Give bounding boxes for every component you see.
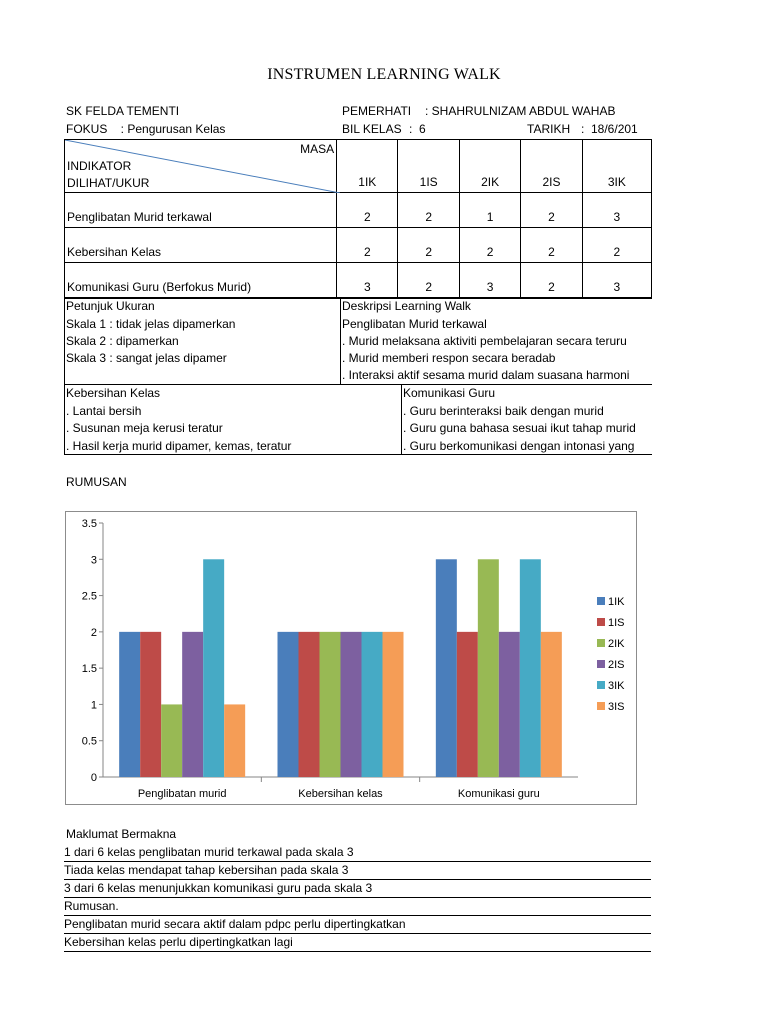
class-header: 1IS (398, 140, 459, 193)
legend-label: 3IS (608, 701, 625, 713)
y-tick-label: 0.5 (81, 735, 97, 748)
bar (299, 632, 320, 777)
score-cell: 2 (521, 228, 582, 263)
petunjuk-heading: Petunjuk Ukuran (66, 299, 155, 313)
score-cell: 3 (337, 263, 398, 298)
bar-chart (66, 512, 636, 804)
maklumat-line: Kebersihan kelas perlu dipertingkatkan lagi (64, 934, 651, 952)
bar (541, 632, 562, 777)
kebersihan-line: . Hasil kerja murid dipamer, kemas, teratur (66, 439, 292, 453)
pemerhati-value: : SHAHRULNIZAM ABDUL WAHAB (425, 104, 616, 118)
masa-label: MASA (300, 142, 335, 156)
bar (140, 632, 161, 777)
bar (341, 632, 362, 777)
y-tick-label: 2 (90, 626, 97, 639)
score-cell: 2 (398, 263, 459, 298)
bar (520, 559, 541, 777)
header-diagonal-cell (65, 140, 337, 193)
table-row (65, 228, 652, 263)
y-tick-label: 0 (90, 772, 97, 784)
bar (436, 559, 457, 777)
legend-swatch (597, 660, 605, 668)
deskripsi-heading: Deskripsi Learning Walk (342, 299, 471, 313)
petunjuk-line: Skala 3 : sangat jelas dipamer (66, 351, 227, 365)
bar (320, 632, 341, 777)
main-table-clip (64, 96, 652, 464)
kebersihan-heading: Kebersihan Kelas (66, 386, 161, 400)
x-tick-label: Kebersihan kelas (298, 788, 383, 800)
tarikh-value: : 18/6/201 (581, 122, 638, 136)
y-tick-label: 1.5 (81, 663, 97, 676)
bar (161, 704, 182, 777)
deskripsi-line: . Interaksi aktif sesama murid dalam suasana harmoni (342, 368, 630, 382)
kebersihan-line: . Susunan meja kerusi teratur (66, 421, 223, 435)
bar (182, 632, 203, 777)
y-tick-label: 2.5 (81, 590, 97, 603)
class-header: 3IK (582, 140, 651, 193)
petunjuk-line: Skala 1 : tidak jelas dipamerkan (66, 317, 236, 331)
maklumat-line: Rumusan. (64, 898, 651, 916)
legend-swatch (597, 639, 605, 647)
school-name: SK FELDA TEMENTI (66, 104, 180, 118)
deskripsi-line: . Murid melaksana aktiviti pembelajaran secara teruru (342, 334, 627, 348)
chart-frame (65, 511, 637, 805)
score-cell: 3 (459, 263, 520, 298)
indicator-table (64, 139, 652, 298)
bar (203, 559, 224, 777)
legend-label: 1IS (608, 617, 625, 629)
score-cell: 2 (582, 228, 651, 263)
y-tick-label: 1 (90, 699, 97, 712)
komunikasi-line: . Guru berinteraksi baik dengan murid (403, 404, 604, 418)
legend-label: 2IS (608, 659, 625, 671)
deskripsi-line: . Murid memberi respon secara beradab (342, 351, 556, 365)
score-cell: 2 (337, 228, 398, 263)
score-cell: 3 (582, 263, 651, 298)
y-tick-label: 3.5 (81, 518, 97, 530)
legend-swatch (597, 702, 605, 710)
legend-swatch (597, 597, 605, 605)
maklumat-line: Tiada kelas mendapat tahap kebersihan pada skala 3 (64, 862, 651, 880)
petunjuk-line: Skala 2 : dipamerkan (66, 334, 179, 348)
dilihat-label: DILIHAT/UKUR (67, 176, 150, 190)
score-cell: 3 (582, 193, 651, 228)
maklumat-line: 3 dari 6 kelas menunjukkan komunikasi guru pada skala 3 (64, 880, 651, 898)
komunikasi-line: . Guru guna bahasa sesuai ikut tahap murid (403, 421, 636, 435)
tarikh-label: TARIKH (527, 122, 571, 136)
bar (224, 704, 245, 777)
bar (383, 632, 404, 777)
deskripsi-subheading: Penglibatan Murid terkawal (342, 317, 487, 331)
bar (457, 632, 478, 777)
maklumat-heading: Maklumat Bermakna (66, 827, 177, 841)
score-cell: 2 (521, 263, 582, 298)
y-tick-label: 3 (90, 554, 97, 567)
pemerhati-label: PEMERHATI (342, 104, 412, 118)
score-cell: 2 (337, 193, 398, 228)
score-cell: 2 (398, 228, 459, 263)
indikator-label: INDIKATOR (67, 159, 132, 173)
rumusan-label: RUMUSAN (66, 475, 127, 489)
komunikasi-heading: Komunikasi Guru (403, 386, 496, 400)
legend-label: 3IK (608, 680, 625, 692)
legend-label: 2IK (608, 638, 625, 650)
maklumat-line: 1 dari 6 kelas penglibatan murid terkawal pada skala 3 (64, 844, 651, 862)
x-tick-label: Penglibatan murid (137, 788, 227, 800)
row-label: Kebersihan Kelas (65, 228, 337, 263)
score-cell: 1 (459, 193, 520, 228)
bil-kelas-label: BIL KELAS (342, 122, 402, 136)
row-label: Komunikasi Guru (Berfokus Murid) (65, 263, 337, 298)
bar (362, 632, 383, 777)
bar (499, 632, 520, 777)
score-cell: 2 (459, 228, 520, 263)
row-label: Penglibatan Murid terkawal (65, 193, 337, 228)
score-cell: 2 (521, 193, 582, 228)
bar (478, 559, 499, 777)
class-header: 1IK (337, 140, 398, 193)
class-header: 2IS (521, 140, 582, 193)
kebersihan-line: . Lantai bersih (66, 404, 142, 418)
legend-swatch (597, 681, 605, 689)
bil-kelas-value: : 6 (409, 122, 426, 136)
maklumat-line: Penglibatan murid secara aktif dalam pdpc perlu dipertingkatkan (64, 916, 651, 934)
bar (278, 632, 299, 777)
komunikasi-line: . Guru berkomunikasi dengan intonasi yang (403, 439, 635, 453)
x-tick-label: Komunikasi guru (457, 788, 540, 800)
class-header: 2IK (459, 140, 520, 193)
fokus-label: FOKUS : Pengurusan Kelas (66, 122, 226, 136)
legend-label: 1IK (608, 596, 625, 608)
table-row (65, 263, 652, 298)
legend-swatch (597, 618, 605, 626)
page-title: INSTRUMEN LEARNING WALK (267, 66, 501, 83)
table-row (65, 193, 652, 228)
bar (119, 632, 140, 777)
score-cell: 2 (398, 193, 459, 228)
